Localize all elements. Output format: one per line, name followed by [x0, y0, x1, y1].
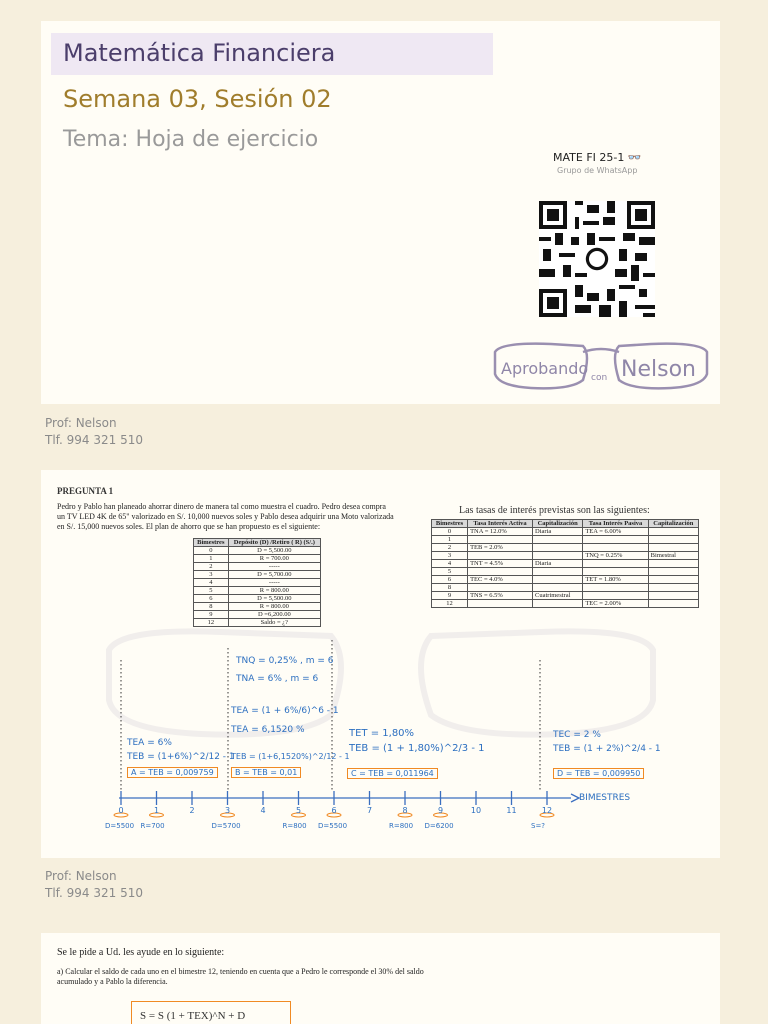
- table-cell: 0: [432, 528, 468, 536]
- table-cell: 12: [194, 619, 229, 627]
- cash-flow-label: D=5500: [105, 822, 135, 830]
- table-cell: 3: [194, 571, 229, 579]
- exercise-page: [41, 470, 720, 858]
- instructions-intro: Se le pide a Ud. les ayude en lo siguiente:: [57, 947, 225, 958]
- table-cell: D =6,200.00: [228, 611, 320, 619]
- table-cell: 4: [432, 560, 468, 568]
- table-cell: -----: [228, 563, 320, 571]
- question-title: PREGUNTA 1: [57, 486, 114, 496]
- table-cell: Cuatrimestral: [533, 592, 583, 600]
- result-box-d: D = TEB = 0,009950: [553, 768, 644, 779]
- table-cell: 9: [194, 611, 229, 619]
- note-tnq: TNQ = 0,25% , m = 6: [236, 656, 334, 666]
- table-cell: 0: [194, 547, 229, 555]
- table-cell: TNS = 6.5%: [468, 592, 533, 600]
- table-cell: Bimestral: [648, 552, 698, 560]
- cash-flow-label: R=700: [140, 822, 165, 830]
- table-cell: Diaria: [533, 560, 583, 568]
- table-cell: 6: [432, 576, 468, 584]
- note-teb-formula-b: TEB = (1+6,1520%)^2/12 - 1: [231, 752, 350, 761]
- table-cell: 2: [432, 544, 468, 552]
- logo-text-nelson: Nelson: [621, 357, 696, 382]
- table-cell: D = 5,700.00: [228, 571, 320, 579]
- cash-flow-label: R=800: [389, 822, 414, 830]
- question-text: Pedro y Pablo han planeado ahorrar dinero de manera tal como muestra el cuadro. Pedro desea compra un TV LED 4K de 65" valorizado en S/. 10,000 nuevos soles y Pablo desea adquirir una Moto valorizada en S/. 15,000 nuevos soles. El plan de ahorro que se han propuesto es el siguiente:: [57, 502, 394, 531]
- course-title: Matemática Financiera: [63, 39, 336, 67]
- note-teb-formula-c: TEB = (1 + 1,80%)^2/3 - 1: [349, 743, 485, 754]
- table-cell: 8: [432, 584, 468, 592]
- table-cell: 4: [194, 579, 229, 587]
- table-cell: D = 5,500.00: [228, 547, 320, 555]
- table-cell: 5: [194, 587, 229, 595]
- tick-label: 3: [224, 806, 231, 815]
- footer-professor: Prof: Nelson: [45, 416, 117, 430]
- formula-text: S = S (1 + TEX)^N + D: [140, 1010, 246, 1022]
- table-cell: -----: [228, 579, 320, 587]
- tick-label: 8: [402, 806, 408, 815]
- whatsapp-group-name: MATE FI 25-1 👓: [553, 151, 642, 164]
- deposit-header-bimestres: Bimestres: [194, 539, 229, 547]
- table-cell: 1: [432, 536, 468, 544]
- note-tea-6: TEA = 6%: [127, 738, 172, 748]
- instruction-item-a: a) Calcular el saldo de cada uno en el bimestre 12, teniendo en cuenta que a Pedro le corresponde el 30% del saldo acumulado y a Pablo la diferencia.: [57, 967, 424, 986]
- savings-formula: [131, 1001, 291, 1024]
- note-tea-result: TEA = 6,1520 %: [231, 725, 305, 735]
- rate-header-cap-pasiva: Capitalización: [648, 520, 698, 528]
- instructions-page: [41, 933, 720, 1024]
- whatsapp-group-caption: Grupo de WhatsApp: [557, 166, 638, 175]
- title-slide: [41, 21, 720, 404]
- table-cell: 9: [432, 592, 468, 600]
- deposit-header-amount: Depósito (D) /Retiro ( R) (S/.): [228, 539, 320, 547]
- note-teb-formula-d: TEB = (1 + 2%)^2/4 - 1: [553, 744, 661, 754]
- tick-label: 12: [541, 806, 553, 815]
- table-cell: 6: [194, 595, 229, 603]
- note-tec: TEC = 2 %: [553, 730, 601, 740]
- cash-flow-label: D=5700: [211, 822, 241, 830]
- tick-label: 2: [189, 806, 195, 815]
- table-cell: TEC = 4.0%: [468, 576, 533, 584]
- table-cell: Saldo = ¿?: [228, 619, 320, 627]
- table-cell: 8: [194, 603, 229, 611]
- result-box-b: B = TEB = 0,01: [231, 767, 301, 778]
- rate-header-cap-activa: Capitalización: [533, 520, 583, 528]
- table-cell: TEC = 2.00%: [583, 600, 648, 608]
- table-cell: TET = 1.80%: [583, 576, 648, 584]
- cash-flow-label: D=6200: [424, 822, 454, 830]
- tick-label: 11: [506, 806, 517, 815]
- tick-label: 10: [470, 806, 482, 815]
- note-tea-formula: TEA = (1 + 6%/6)^6 - 1: [231, 706, 339, 716]
- page-footer: [45, 868, 143, 902]
- cash-flow-label: R=800: [282, 822, 307, 830]
- table-cell: 12: [432, 600, 468, 608]
- session-subtitle: Semana 03, Sesión 02: [63, 85, 332, 113]
- table-cell: D = 5,500.00: [228, 595, 320, 603]
- cash-flow-label: S=?: [531, 822, 546, 830]
- rate-header-bimestres: Bimestres: [432, 520, 468, 528]
- note-tet: TET = 1,80%: [349, 728, 415, 739]
- table-cell: TEB = 2.0%: [468, 544, 533, 552]
- tick-label: 9: [437, 806, 444, 815]
- aprobando-con-nelson-logo: [491, 336, 711, 396]
- tick-label: 5: [295, 806, 302, 815]
- tick-label: 1: [153, 806, 160, 815]
- qr-code-icon[interactable]: [539, 201, 655, 317]
- note-tna: TNA = 6% , m = 6: [236, 674, 319, 684]
- tick-label: 7: [366, 806, 373, 815]
- table-cell: TEA = 6.00%: [583, 528, 648, 536]
- table-cell: 3: [432, 552, 468, 560]
- table-cell: R = 700.00: [228, 555, 320, 563]
- table-cell: R = 800.00: [228, 587, 320, 595]
- table-cell: 2: [194, 563, 229, 571]
- tick-label: 4: [260, 806, 266, 815]
- table-cell: R = 800.00: [228, 603, 320, 611]
- note-teb-formula-a: TEB = (1+6%)^2/12 - 1: [127, 752, 235, 762]
- topic-heading: Tema: Hoja de ejercicio: [63, 127, 319, 152]
- cash-flow-label: D=5500: [318, 822, 348, 830]
- table-cell: TNA = 12.0%: [468, 528, 533, 536]
- logo-text-con: con: [591, 373, 608, 383]
- rate-header-pasiva: Tasa Interés Pasiva: [583, 520, 648, 528]
- timeline-label: BIMESTRES: [579, 793, 631, 803]
- footer-phone: Tlf. 994 321 510: [45, 433, 143, 447]
- table-cell: TNT = 4.5%: [468, 560, 533, 568]
- logo-text-aprobando: Aprobando: [501, 359, 589, 378]
- page-footer: [45, 415, 143, 449]
- table-cell: 5: [432, 568, 468, 576]
- result-box-c: C = TEB = 0,011964: [347, 768, 438, 779]
- timeline-arrow-icon: [571, 794, 579, 802]
- rate-header-activa: Tasa Interés Activa: [468, 520, 533, 528]
- table-cell: 1: [194, 555, 229, 563]
- table-cell: TNQ = 0.25%: [583, 552, 648, 560]
- footer-professor: Prof: Nelson: [45, 869, 117, 883]
- tick-label: 0: [118, 806, 124, 815]
- result-box-a: A = TEB = 0,009759: [127, 767, 218, 778]
- tick-label: 6: [331, 806, 337, 815]
- table-cell: Diaria: [533, 528, 583, 536]
- rates-title: Las tasas de interés previstas son las siguientes:: [459, 505, 650, 516]
- footer-phone: Tlf. 994 321 510: [45, 886, 143, 900]
